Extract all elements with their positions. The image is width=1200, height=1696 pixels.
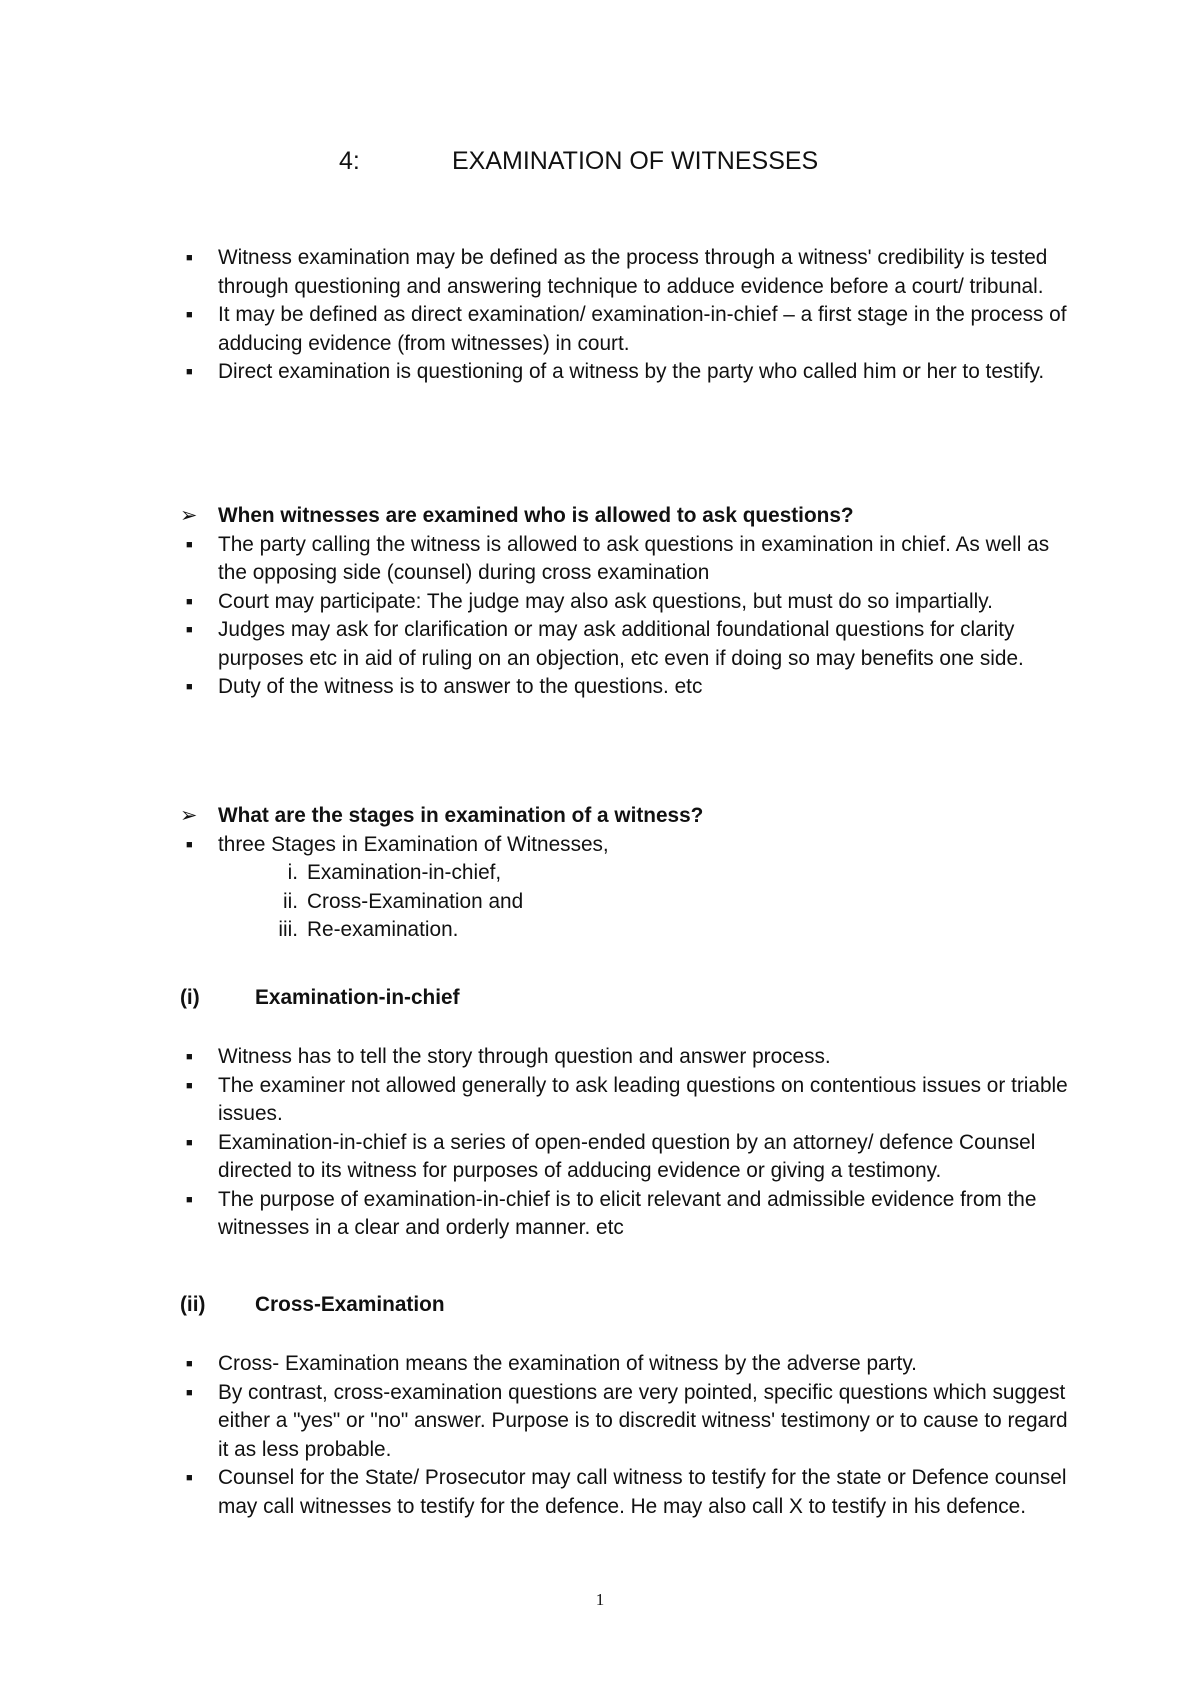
- list-item: ■ Cross- Examination means the examination of witness by the adverse party.: [180, 1350, 1080, 1379]
- list-item: ■ The purpose of examination-in-chief is to elicit relevant and admissible evidence from the witnesses in a clear and orderly manner. etc: [186, 1187, 1037, 1239]
- bullet-icon: ■: [186, 1051, 193, 1063]
- bullet-icon: ■: [186, 252, 193, 264]
- list-item: ■ Witness examination may be defined as the process through a witness' credibility is tested through questioning and answering technique to adduce evidence before a court/ tribunal.: [186, 246, 1048, 298]
- bullet-icon: ■: [186, 1358, 193, 1370]
- list-item: ■ Examination-in-chief is a series of open-ended question by an attorney/ defence Counsel directed to its witness for purposes of adducing evidence or giving a testimony.: [186, 1130, 1036, 1182]
- bullet-icon: ■: [186, 624, 193, 636]
- stage-item: ii. Cross-Examination and: [282, 889, 524, 913]
- list-item: ■ three Stages in Examination of Witnesses,: [180, 831, 1080, 860]
- bullet-icon: ■: [186, 1079, 193, 1092]
- chapter-title: EXAMINATION OF WITNESSES: [452, 147, 819, 175]
- bullet-icon: ■: [186, 1472, 193, 1484]
- list-item: ■ Witness has to tell the story through question and answer process.: [180, 1043, 1080, 1072]
- list-item: ■ Court may participate: The judge may also ask questions, but must do so impartially.: [180, 588, 1080, 617]
- stage-item: i. Examination-in-chief,: [287, 861, 502, 884]
- bullet-icon: ■: [186, 309, 193, 321]
- chapter-number: 4:: [339, 147, 360, 175]
- question-heading: ➢ What are the stages in examination of a witness?: [180, 802, 1080, 831]
- bullet-icon: ■: [186, 1136, 193, 1149]
- list-item: ■ The party calling the witness is allowed to ask questions in examination in chief. As well as the opposing side (counsel) during cross examination: [186, 532, 1050, 584]
- list-item: ■ Judges may ask for clarification or may ask additional foundational questions for clarity purposes etc in aid of ruling on an objection, etc even if doing so may benefits one side.: [186, 618, 1024, 670]
- arrow-bullet-icon: ➢: [180, 504, 198, 527]
- bullet-icon: ■: [186, 366, 193, 378]
- list-item: ■ It may be defined as direct examination/ examination-in-chief – a first stage in the process of adducing evidence (from witnesses) in court.: [186, 303, 1067, 355]
- bullet-icon: ■: [186, 681, 193, 693]
- intro-list: [180, 244, 1080, 387]
- examination-in-chief-list: [180, 1043, 1080, 1243]
- bullet-icon: ■: [186, 838, 193, 851]
- list-item: ■ Counsel for the State/ Prosecutor may call witness to testify for the state or Defence counsel may call witnesses to testify for the defence. He may also call X to testify in his defence.: [186, 1466, 1067, 1518]
- arrow-bullet-icon: ➢: [180, 804, 198, 827]
- list-item: ■ The examiner not allowed generally to ask leading questions on contentious issues or triable issues.: [186, 1073, 1068, 1125]
- question-heading: ➢ When witnesses are examined who is allowed to ask questions?: [180, 502, 1080, 531]
- bullet-icon: ■: [186, 595, 193, 608]
- bullet-icon: ■: [186, 1193, 193, 1206]
- question-block-stages: [180, 802, 1080, 945]
- bullet-icon: ■: [186, 538, 193, 551]
- list-item: ■ Duty of the witness is to answer to the questions. etc: [180, 673, 1080, 702]
- bullet-icon: ■: [186, 1386, 193, 1399]
- list-item: ■ Direct examination is questioning of a witness by the party who called him or her to testify.: [180, 358, 1080, 387]
- stage-item: iii. Re-examination.: [278, 918, 459, 941]
- question-block-who-asks: [180, 502, 1080, 702]
- list-item: ■ By contrast, cross-examination questions are very pointed, specific questions which suggest either a "yes" or "no" answer. Purpose is to discredit witness' testimony or to cause to regard it as less probable.: [186, 1380, 1068, 1461]
- cross-examination-list: [180, 1350, 1080, 1521]
- page-number: 1: [595, 1590, 605, 1609]
- document-page: 4: EXAMINATION OF WITNESSES ■ Witness examination may be defined as the process through a witness' credibility is tested through questioning and answering technique to adduce evidence before a court/ tribunal. ■ It may be defined as direct examination/ examination-in-chief – a first stage in the process of adducing evidence (from witnesses) in court. ■ Direct examination is questioning of a witness by the party who called him or her to testify. ➢ When witnesses are examined who is allowed to ask questions? ■ The party calling the witness is allowed to ask questions in examination in chief. As well as the opposing side (counsel) during cross examination ■ Court may participate: The judge may also ask questions, but must do so impartially. ■ Judges may ask for clarification or may ask additional foundational questions for clarity purposes etc in aid of ruling on an objection, etc even if doing so may benefits one side. ■ Duty of the witness is to answer to the questions. etc ➢ What are the stages in examination of a witness? ■ three Stages in Examination of Witnesses, i. Examination-in-chief, ii. Cross-Examination and iii. Re-examination. (i) Examination-in-chief ■ Witness has to tell the story through question and answer process. ■ The examiner not allowed generally to ask leading questions on contentious issues or triable issues. ■ Examination-in-chief is a series of open-ended question by an attorney/ defence Counsel directed to its witness for purposes of adducing evidence or giving a testimony. ■ The purpose of examination-in-chief is to elicit relevant and admissible evidence from the witnesses in a clear and orderly manner. etc (ii) Cross-Examination ■ Cross- Examination means the examination of witness by the adverse party. ■ By contrast, cross-examination questions are very pointed, specific questions which suggest either a "yes" or "no" answer. Purpose is to discredit witness' testimony or to cause to regard it as less probable. ■ Counsel for the State/ Prosecutor may call witness to testify for the state or Defence counsel may call witnesses to testify for the defence. He may also call X to testify in his defence. 1: [0, 0, 1200, 1696]
